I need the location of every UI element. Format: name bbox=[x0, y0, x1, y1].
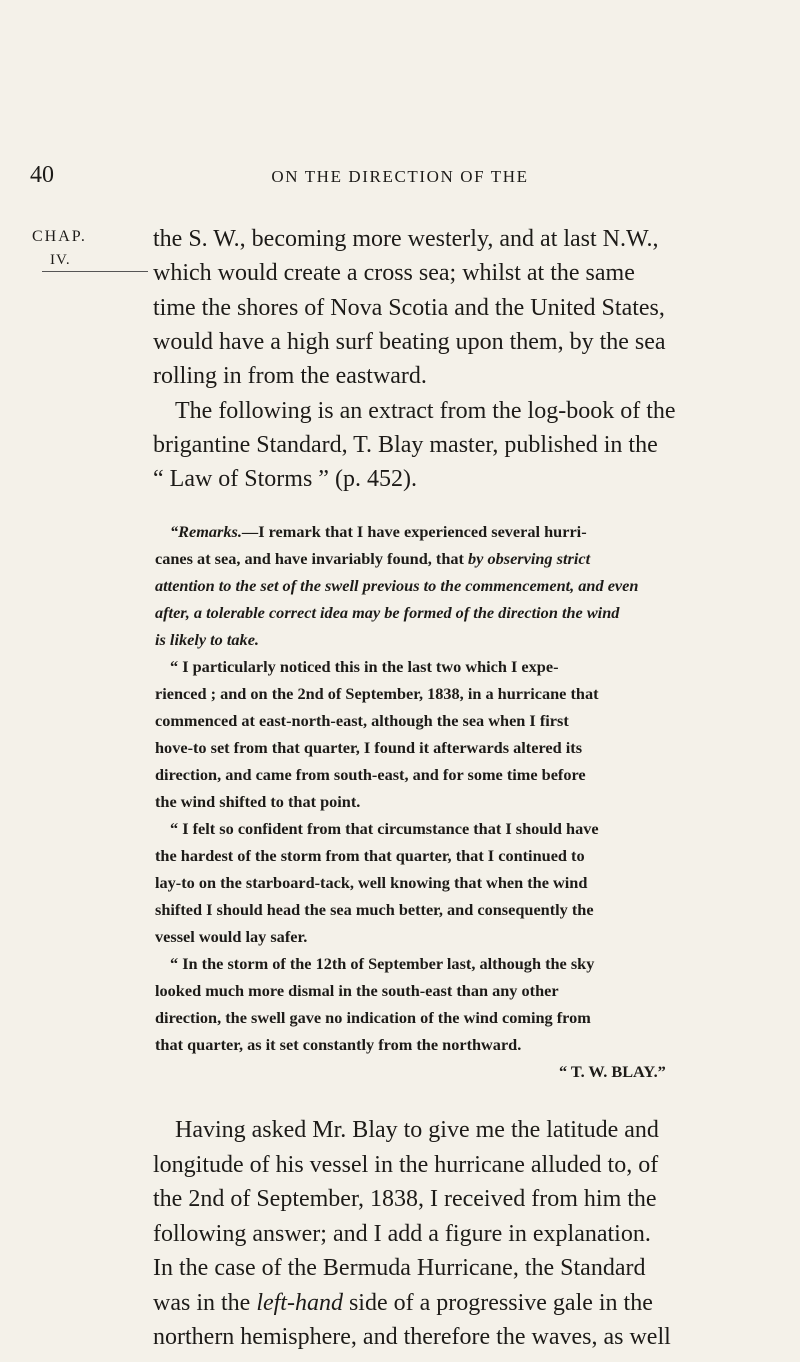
quote-line: direction, and came from south-east, and for some time before bbox=[155, 765, 586, 784]
text-line: the 2nd of September, 1838, I received from him the bbox=[153, 1186, 657, 1212]
quote-line: lay-to on the starboard-tack, well knowing that when the wind bbox=[155, 873, 588, 892]
text-span: was in the bbox=[153, 1290, 257, 1316]
text-line: would have a high surf beating upon them, by the sea bbox=[153, 329, 666, 355]
text-line: rolling in from the eastward. bbox=[153, 363, 427, 389]
quote-line: attention to the set of the swell previous to the commencement, and even bbox=[155, 576, 639, 595]
quote-line: shifted I should head the sea much better, and consequently the bbox=[155, 900, 594, 919]
quote-line: “ I felt so confident from that circumstance that I should have bbox=[170, 819, 599, 838]
text-line: northern hemisphere, and therefore the waves, as well bbox=[153, 1324, 671, 1350]
text-line: following answer; and I add a figure in explanation. bbox=[153, 1221, 651, 1247]
text-line: Having asked Mr. Blay to give me the latitude and bbox=[175, 1117, 659, 1143]
chapter-label: CHAP. bbox=[32, 228, 87, 245]
text-line: time the shores of Nova Scotia and the United States, bbox=[153, 295, 665, 321]
running-head: ON THE DIRECTION OF THE bbox=[271, 167, 529, 186]
text-span: side of a progressive gale in the bbox=[342, 1290, 653, 1316]
quote-line: that quarter, as it set constantly from the northward. bbox=[155, 1035, 522, 1054]
quote-label: “Remarks. bbox=[170, 522, 242, 541]
quote-line: vessel would lay safer. bbox=[155, 927, 308, 946]
text-line: the S. W., becoming more westerly, and at last N.W., bbox=[153, 226, 659, 252]
quote-text: canes at sea, and have invariably found, that bbox=[155, 549, 469, 568]
quote-line: looked much more dismal in the south-east than any other bbox=[155, 981, 559, 1000]
text-emphasis: left-hand bbox=[256, 1290, 343, 1316]
quote-line: is likely to take. bbox=[155, 630, 259, 649]
quote-line: rienced ; and on the 2nd of September, 1838, in a hurricane that bbox=[155, 684, 599, 703]
text-line bbox=[153, 1290, 653, 1317]
text-line: The following is an extract from the log-book of the bbox=[175, 398, 676, 424]
text-line: brigantine Standard, T. Blay master, published in the bbox=[153, 432, 658, 458]
quote-line: direction, the swell gave no indication of the wind coming from bbox=[155, 1008, 591, 1027]
quote-text: —I remark that I have experienced several hurri- bbox=[241, 522, 587, 541]
quote-line bbox=[170, 522, 587, 542]
quote-line: the hardest of the storm from that quarter, that I continued to bbox=[155, 846, 585, 865]
quote-emphasis: by observing strict bbox=[468, 549, 591, 568]
text-line: In the case of the Bermuda Hurricane, the Standard bbox=[153, 1255, 646, 1281]
quote-line: “ I particularly noticed this in the last two which I expe- bbox=[170, 657, 559, 676]
text-line: longitude of his vessel in the hurricane alluded to, of bbox=[153, 1152, 659, 1178]
quote-line: the wind shifted to that point. bbox=[155, 792, 361, 811]
quote-line: hove-to set from that quarter, I found it afterwards altered its bbox=[155, 738, 583, 757]
page-number: 40 bbox=[30, 162, 54, 188]
text-line: “ Law of Storms ” (p. 452). bbox=[153, 466, 417, 492]
quote-signature: “ T. W. BLAY.” bbox=[559, 1062, 666, 1081]
quote-line: “ In the storm of the 12th of September last, although the sky bbox=[170, 954, 595, 973]
quote-line: commenced at east-north-east, although the sea when I first bbox=[155, 711, 569, 730]
chapter-number: IV. bbox=[42, 252, 148, 272]
quote-line bbox=[155, 549, 590, 569]
text-line: which would create a cross sea; whilst at the same bbox=[153, 260, 635, 286]
quote-line: after, a tolerable correct idea may be formed of the direction the wind bbox=[155, 603, 620, 622]
